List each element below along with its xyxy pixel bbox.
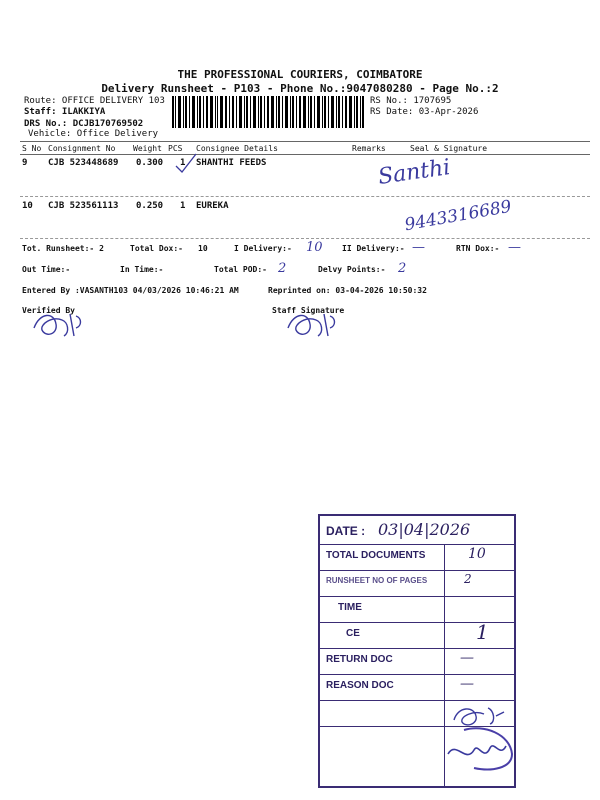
row2-consignee: EUREKA [196, 201, 229, 211]
document-title: THE PROFESSIONAL COURIERS, COIMBATORE [177, 68, 423, 81]
i-delivery-value: 10 [306, 240, 323, 255]
col-sno: S No [22, 144, 42, 153]
rtn-dox-label: RTN Dox:- [456, 244, 500, 253]
stamp-rule [320, 596, 514, 597]
stamp-rule [320, 570, 514, 571]
col-consignment: Consignment No [48, 144, 116, 153]
row2-consignment: CJB 523561113 [48, 201, 119, 211]
drs-number: DRS No.: DCJB170769502 [24, 119, 144, 129]
row2-weight: 0.250 [136, 201, 164, 211]
row2-sno: 10 [22, 201, 33, 211]
tot-runsheet: Tot. Runsheet:- 2 [22, 244, 104, 253]
vehicle-text: Vehicle: Office Delivery [28, 129, 159, 139]
table-header-rule [20, 154, 590, 155]
row1-sno: 9 [22, 158, 28, 168]
row2-signature: 9443316689 [403, 196, 514, 236]
rtn-dox-dash: — [508, 240, 521, 255]
table-top-rule [20, 141, 590, 142]
out-time: Out Time:- [22, 265, 71, 274]
in-time: In Time:- [120, 265, 164, 274]
stamp-reason-doc-label: REASON DOC [326, 680, 394, 691]
barcode-graphic [172, 96, 364, 128]
total-pod-value: 2 [278, 261, 287, 276]
stamp-rule [320, 648, 514, 649]
row1-pcs: 1 [180, 158, 186, 168]
stamp-total-docs-label: TOTAL DOCUMENTS [326, 550, 426, 561]
stamp-row4-label: CE [346, 628, 360, 639]
document-subtitle: Delivery Runsheet - P103 - Phone No.:9047080280 - Page No.:2 [101, 82, 499, 95]
row1-signature: Santhi [376, 155, 452, 190]
col-remarks: Remarks [352, 144, 386, 153]
col-seal-signature: Seal & Signature [410, 144, 488, 153]
col-consignee: Consignee Details [196, 144, 278, 153]
row2-rule [20, 238, 590, 239]
route-text: Route: OFFICE DELIVERY 103 [24, 96, 165, 106]
delvy-points-label: Delvy Points:- [318, 265, 386, 274]
row1-weight: 0.300 [136, 158, 164, 168]
col-pcs: PCS [168, 144, 183, 153]
row1-consignee: SHANTHI FEEDS [196, 158, 267, 168]
row1-consignment: CJB 523448689 [48, 158, 119, 168]
col-weight: Weight [133, 144, 162, 153]
stamp-rule [320, 700, 514, 701]
delvy-points-value: 2 [398, 261, 407, 276]
entered-by: Entered By :VASANTH103 04/03/2026 10:46:21 AM [22, 286, 239, 295]
stamp-date-value: 03|04|2026 [378, 520, 471, 539]
stamp-time-label: TIME [338, 602, 362, 613]
delivery-stamp [318, 514, 516, 788]
stamp-signature-2 [444, 724, 514, 772]
staff-signature-label: Staff Signature [272, 306, 345, 315]
stamp-rule [320, 674, 514, 675]
staff-text: Staff: ILAKKIYA [24, 107, 106, 117]
ii-delivery-dash: — [412, 240, 425, 255]
barcode [172, 96, 364, 128]
row2-pcs: 1 [180, 201, 186, 211]
stamp-return-doc-value: — [460, 650, 474, 666]
stamp-pages-label: RUNSHEET NO OF PAGES [326, 576, 428, 585]
total-dox-label: Total Dox:- [130, 244, 183, 253]
stamp-date-label: DATE : [326, 524, 366, 538]
total-dox-value: 10 [198, 244, 208, 253]
rs-number: RS No.: 1707695 [370, 96, 452, 106]
staff-signature [284, 306, 340, 340]
stamp-row4-value: 1 [476, 620, 489, 644]
total-pod-label: Total POD:- [214, 265, 267, 274]
i-delivery-label: I Delivery:- [234, 244, 292, 253]
rs-date: RS Date: 03-Apr-2026 [370, 107, 479, 117]
tick-mark [174, 152, 198, 174]
ii-delivery-label: II Delivery:- [342, 244, 405, 253]
reprinted-on: Reprinted on: 03-04-2026 10:50:32 [268, 286, 427, 295]
stamp-pages-value: 2 [464, 572, 472, 586]
stamp-reason-doc-value: — [460, 676, 474, 692]
verified-signature [30, 306, 86, 340]
stamp-rule [320, 544, 514, 545]
stamp-return-doc-label: RETURN DOC [326, 654, 393, 665]
verified-by-label: Verified By [22, 306, 75, 315]
stamp-total-docs-value: 10 [468, 546, 486, 562]
